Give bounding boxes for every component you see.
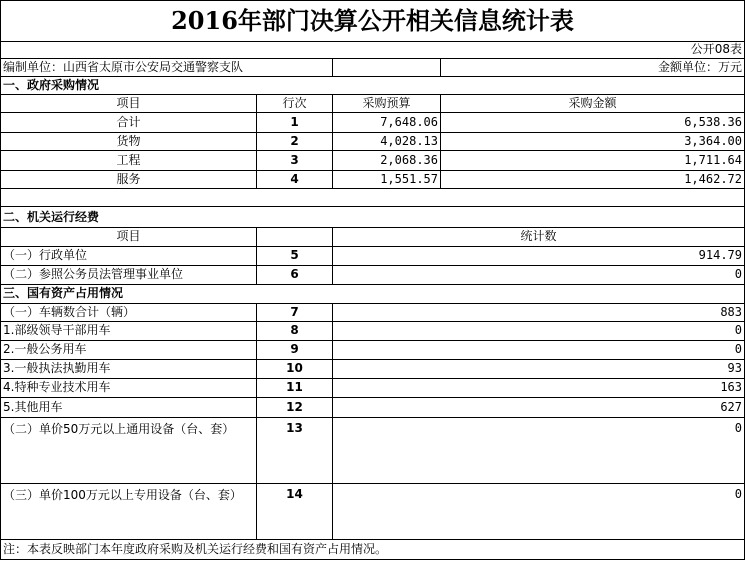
s3-row-item: 4.特种专业技术用车 [0, 379, 257, 398]
s3-row-line: 10 [257, 360, 333, 379]
col-header-value: 统计数 [333, 228, 745, 247]
s3-row-value: 0 [333, 341, 745, 360]
s3-row-value: 163 [333, 379, 745, 398]
s3-row-item: 2.一般公务用车 [0, 341, 257, 360]
blank-cell [333, 59, 441, 77]
s3-row-item: （一）车辆数合计（辆） [0, 304, 257, 322]
s1-row-item: 工程 [0, 151, 257, 171]
spacer-row [0, 189, 745, 207]
s2-row-item: （一）行政单位 [0, 247, 257, 266]
section3-heading: 三、国有资产占用情况 [0, 285, 745, 304]
s3-row-line: 7 [257, 304, 333, 322]
s1-row-amount: 1,462.72 [441, 171, 745, 189]
s3-row-item: 5.其他用车 [0, 398, 257, 418]
s3-row-line: 8 [257, 322, 333, 341]
s3-row-item: （三）单价100万元以上专用设备（台、套） [0, 484, 257, 540]
s3-row-value: 0 [333, 484, 745, 540]
s3-row-value: 627 [333, 398, 745, 418]
s3-row-line: 11 [257, 379, 333, 398]
s3-row-value: 93 [333, 360, 745, 379]
s1-row-line: 3 [257, 151, 333, 171]
form-code: 公开08表 [0, 41, 745, 59]
col-header-budget: 采购预算 [333, 95, 441, 113]
blank-cell [257, 228, 333, 247]
s1-row-line: 2 [257, 133, 333, 151]
s3-row-value: 0 [333, 322, 745, 341]
s1-row-item: 服务 [0, 171, 257, 189]
s3-row-line: 12 [257, 398, 333, 418]
s1-row-budget: 2,068.36 [333, 151, 441, 171]
s2-row-value: 0 [333, 266, 745, 285]
col-header-amount: 采购金额 [441, 95, 745, 113]
page-title: 2016年部门决算公开相关信息统计表 [0, 0, 745, 42]
s3-row-line: 9 [257, 341, 333, 360]
s1-row-line: 4 [257, 171, 333, 189]
s2-row-value: 914.79 [333, 247, 745, 266]
col-header-line: 行次 [257, 95, 333, 113]
s1-row-budget: 4,028.13 [333, 133, 441, 151]
s2-row-item: （二）参照公务员法管理事业单位 [0, 266, 257, 285]
s1-row-item: 合计 [0, 113, 257, 133]
s3-row-line: 13 [257, 418, 333, 484]
s2-row-line: 6 [257, 266, 333, 285]
s2-row-line: 5 [257, 247, 333, 266]
s3-row-line: 14 [257, 484, 333, 540]
s1-row-amount: 6,538.36 [441, 113, 745, 133]
s1-row-line: 1 [257, 113, 333, 133]
unit-label: 金额单位：万元 [441, 59, 745, 77]
s1-row-budget: 1,551.57 [333, 171, 441, 189]
s1-row-amount: 1,711.64 [441, 151, 745, 171]
section1-heading: 一、政府采购情况 [0, 77, 745, 95]
col-header-item: 项目 [0, 228, 257, 247]
s1-row-item: 货物 [0, 133, 257, 151]
s3-row-item: 3.一般执法执勤用车 [0, 360, 257, 379]
col-header-item: 项目 [0, 95, 257, 113]
s1-row-budget: 7,648.06 [333, 113, 441, 133]
org-label: 编制单位：山西省太原市公安局交通警察支队 [0, 59, 333, 77]
s3-row-value: 0 [333, 418, 745, 484]
s1-row-amount: 3,364.00 [441, 133, 745, 151]
footnote: 注：本表反映部门本年度政府采购及机关运行经费和国有资产占用情况。 [0, 540, 745, 560]
s3-row-item: （二）单价50万元以上通用设备（台、套） [0, 418, 257, 484]
section2-heading: 二、机关运行经费 [0, 207, 745, 228]
s3-row-item: 1.部级领导干部用车 [0, 322, 257, 341]
s3-row-value: 883 [333, 304, 745, 322]
